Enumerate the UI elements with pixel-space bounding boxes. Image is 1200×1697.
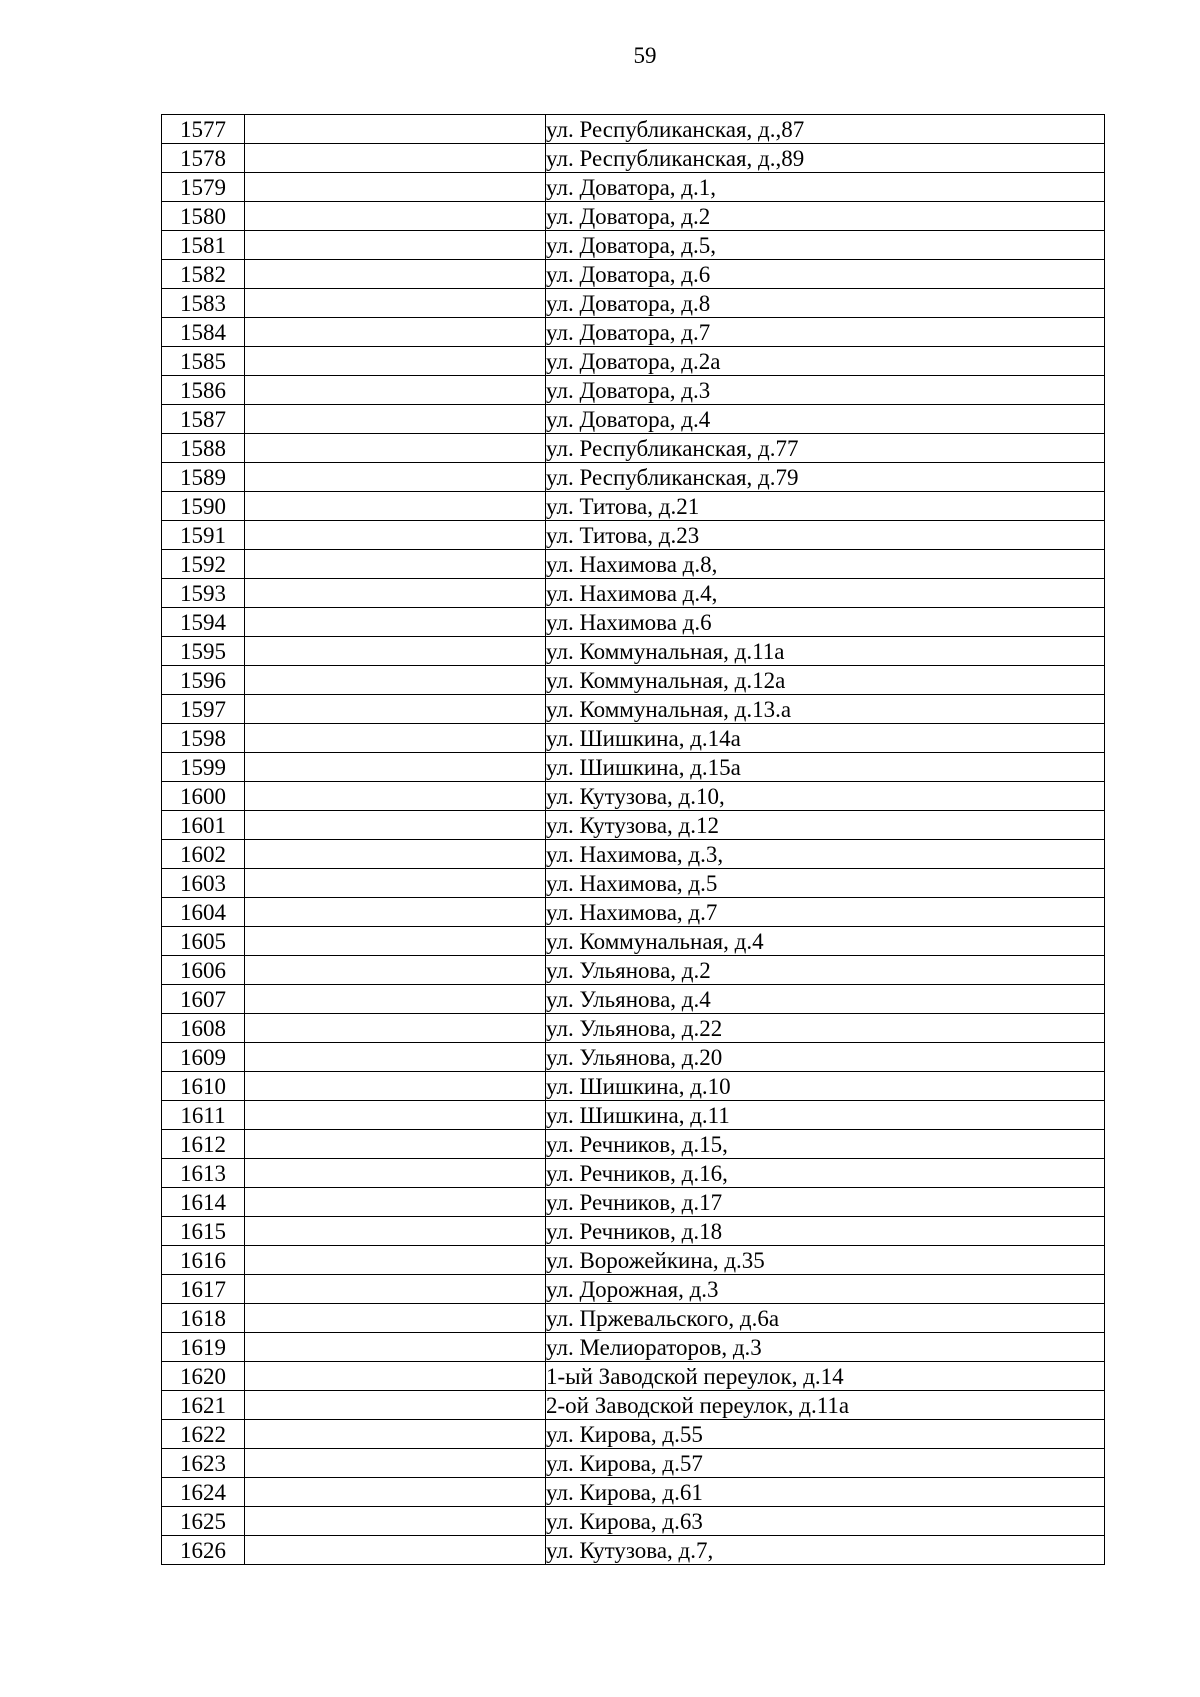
table-row: [162, 811, 1105, 840]
empty-cell: [245, 1391, 546, 1420]
address-cell: ул. Пржевальского, д.6а: [546, 1304, 1105, 1333]
row-number: 1621: [162, 1391, 245, 1420]
address-cell: ул. Шишкина, д.14а: [546, 724, 1105, 753]
table-row: [162, 1304, 1105, 1333]
empty-cell: [245, 608, 546, 637]
empty-cell: [245, 840, 546, 869]
empty-cell: [245, 1159, 546, 1188]
row-number: 1591: [162, 521, 245, 550]
address-cell: ул. Республиканская, д.77: [546, 434, 1105, 463]
table-row: [162, 637, 1105, 666]
table-row: [162, 260, 1105, 289]
table-row: [162, 1217, 1105, 1246]
empty-cell: [245, 1101, 546, 1130]
row-number: 1584: [162, 318, 245, 347]
row-number: 1586: [162, 376, 245, 405]
empty-cell: [245, 1304, 546, 1333]
address-cell: ул. Ульянова, д.22: [546, 1014, 1105, 1043]
table-row: [162, 1333, 1105, 1362]
table-row: [162, 289, 1105, 318]
table-row: [162, 1362, 1105, 1391]
empty-cell: [245, 463, 546, 492]
empty-cell: [245, 1072, 546, 1101]
empty-cell: [245, 1333, 546, 1362]
table-row: [162, 405, 1105, 434]
table-row: [162, 1478, 1105, 1507]
address-cell: ул. Кирова, д.63: [546, 1507, 1105, 1536]
address-cell: ул. Речников, д.18: [546, 1217, 1105, 1246]
address-cell: ул. Коммунальная, д.11а: [546, 637, 1105, 666]
table-row: [162, 1188, 1105, 1217]
empty-cell: [245, 811, 546, 840]
empty-cell: [245, 1188, 546, 1217]
empty-cell: [245, 115, 546, 144]
table-row: [162, 579, 1105, 608]
empty-cell: [245, 1362, 546, 1391]
empty-cell: [245, 1246, 546, 1275]
empty-cell: [245, 898, 546, 927]
row-number: 1588: [162, 434, 245, 463]
address-cell: ул. Речников, д.15,: [546, 1130, 1105, 1159]
address-cell: ул. Шишкина, д.10: [546, 1072, 1105, 1101]
address-cell: ул. Доватора, д.3: [546, 376, 1105, 405]
address-cell: ул. Кирова, д.55: [546, 1420, 1105, 1449]
row-number: 1608: [162, 1014, 245, 1043]
address-cell: ул. Кирова, д.57: [546, 1449, 1105, 1478]
table-row: [162, 724, 1105, 753]
table-row: [162, 1130, 1105, 1159]
table-row: [162, 782, 1105, 811]
row-number: 1615: [162, 1217, 245, 1246]
empty-cell: [245, 550, 546, 579]
table-row: [162, 1536, 1105, 1565]
empty-cell: [245, 376, 546, 405]
empty-cell: [245, 289, 546, 318]
row-number: 1585: [162, 347, 245, 376]
table-row: [162, 1449, 1105, 1478]
row-number: 1622: [162, 1420, 245, 1449]
row-number: 1578: [162, 144, 245, 173]
table-row: [162, 1246, 1105, 1275]
address-cell: ул. Мелиораторов, д.3: [546, 1333, 1105, 1362]
address-cell: ул. Коммунальная, д.4: [546, 927, 1105, 956]
table-row: [162, 1159, 1105, 1188]
empty-cell: [245, 260, 546, 289]
address-table-body: [162, 115, 1105, 1565]
row-number: 1617: [162, 1275, 245, 1304]
empty-cell: [245, 1014, 546, 1043]
table-row: [162, 869, 1105, 898]
empty-cell: [245, 1420, 546, 1449]
row-number: 1611: [162, 1101, 245, 1130]
empty-cell: [245, 521, 546, 550]
empty-cell: [245, 1275, 546, 1304]
empty-cell: [245, 1130, 546, 1159]
row-number: 1599: [162, 753, 245, 782]
table-row: [162, 173, 1105, 202]
empty-cell: [245, 1478, 546, 1507]
address-cell: ул. Коммунальная, д.12а: [546, 666, 1105, 695]
address-cell: ул. Нахимова, д.7: [546, 898, 1105, 927]
empty-cell: [245, 724, 546, 753]
row-number: 1582: [162, 260, 245, 289]
address-cell: ул. Кутузова, д.7,: [546, 1536, 1105, 1565]
row-number: 1581: [162, 231, 245, 260]
table-row: [162, 318, 1105, 347]
empty-cell: [245, 579, 546, 608]
row-number: 1587: [162, 405, 245, 434]
empty-cell: [245, 434, 546, 463]
row-number: 1592: [162, 550, 245, 579]
table-row: [162, 1072, 1105, 1101]
address-cell: ул. Нахимова д.6: [546, 608, 1105, 637]
empty-cell: [245, 144, 546, 173]
row-number: 1590: [162, 492, 245, 521]
row-number: 1603: [162, 869, 245, 898]
row-number: 1620: [162, 1362, 245, 1391]
row-number: 1619: [162, 1333, 245, 1362]
table-row: [162, 608, 1105, 637]
row-number: 1604: [162, 898, 245, 927]
empty-cell: [245, 492, 546, 521]
address-cell: ул. Доватора, д.1,: [546, 173, 1105, 202]
address-cell: ул. Титова, д.23: [546, 521, 1105, 550]
address-cell: ул. Доватора, д.8: [546, 289, 1105, 318]
table-row: [162, 1507, 1105, 1536]
row-number: 1618: [162, 1304, 245, 1333]
address-cell: ул. Доватора, д.2: [546, 202, 1105, 231]
empty-cell: [245, 1507, 546, 1536]
address-cell: ул. Доватора, д.2а: [546, 347, 1105, 376]
address-cell: ул. Доватора, д.6: [546, 260, 1105, 289]
address-cell: ул. Кирова, д.61: [546, 1478, 1105, 1507]
table-row: [162, 1391, 1105, 1420]
address-cell: ул. Республиканская, д.,87: [546, 115, 1105, 144]
table-row: [162, 492, 1105, 521]
address-cell: ул. Нахимова, д.5: [546, 869, 1105, 898]
row-number: 1625: [162, 1507, 245, 1536]
address-cell: ул. Доватора, д.7: [546, 318, 1105, 347]
table-row: [162, 521, 1105, 550]
table-row: [162, 927, 1105, 956]
row-number: 1593: [162, 579, 245, 608]
row-number: 1613: [162, 1159, 245, 1188]
table-row: [162, 144, 1105, 173]
address-cell: ул. Нахимова, д.3,: [546, 840, 1105, 869]
address-cell: ул. Коммунальная, д.13.а: [546, 695, 1105, 724]
row-number: 1610: [162, 1072, 245, 1101]
empty-cell: [245, 202, 546, 231]
table-row: [162, 1014, 1105, 1043]
page-number: 59: [633, 43, 657, 68]
row-number: 1614: [162, 1188, 245, 1217]
address-cell: ул. Дорожная, д.3: [546, 1275, 1105, 1304]
row-number: 1594: [162, 608, 245, 637]
empty-cell: [245, 318, 546, 347]
address-cell: ул. Ульянова, д.20: [546, 1043, 1105, 1072]
row-number: 1602: [162, 840, 245, 869]
table-row: [162, 1420, 1105, 1449]
address-cell: ул. Шишкина, д.11: [546, 1101, 1105, 1130]
address-cell: ул. Нахимова д.4,: [546, 579, 1105, 608]
row-number: 1577: [162, 115, 245, 144]
row-number: 1596: [162, 666, 245, 695]
address-cell: ул. Ворожейкина, д.35: [546, 1246, 1105, 1275]
table-row: [162, 463, 1105, 492]
table-row: [162, 347, 1105, 376]
table-row: [162, 666, 1105, 695]
row-number: 1605: [162, 927, 245, 956]
address-cell: ул. Кутузова, д.10,: [546, 782, 1105, 811]
table-row: [162, 434, 1105, 463]
table-row: [162, 695, 1105, 724]
table-row: [162, 1275, 1105, 1304]
address-cell: ул. Доватора, д.4: [546, 405, 1105, 434]
address-cell: ул. Доватора, д.5,: [546, 231, 1105, 260]
row-number: 1597: [162, 695, 245, 724]
row-number: 1624: [162, 1478, 245, 1507]
address-cell: ул. Титова, д.21: [546, 492, 1105, 521]
empty-cell: [245, 1449, 546, 1478]
table-row: [162, 231, 1105, 260]
empty-cell: [245, 637, 546, 666]
empty-cell: [245, 695, 546, 724]
empty-cell: [245, 1536, 546, 1565]
row-number: 1612: [162, 1130, 245, 1159]
empty-cell: [245, 869, 546, 898]
empty-cell: [245, 927, 546, 956]
row-number: 1589: [162, 463, 245, 492]
row-number: 1609: [162, 1043, 245, 1072]
row-number: 1623: [162, 1449, 245, 1478]
empty-cell: [245, 1217, 546, 1246]
empty-cell: [245, 347, 546, 376]
table-row: [162, 1101, 1105, 1130]
address-cell: ул. Республиканская, д.79: [546, 463, 1105, 492]
empty-cell: [245, 985, 546, 1014]
row-number: 1607: [162, 985, 245, 1014]
row-number: 1601: [162, 811, 245, 840]
row-number: 1583: [162, 289, 245, 318]
table-row: [162, 1043, 1105, 1072]
table-row: [162, 840, 1105, 869]
table-row: [162, 376, 1105, 405]
row-number: 1595: [162, 637, 245, 666]
empty-cell: [245, 1043, 546, 1072]
table-row: [162, 898, 1105, 927]
address-cell: ул. Нахимова д.8,: [546, 550, 1105, 579]
address-cell: ул. Речников, д.16,: [546, 1159, 1105, 1188]
row-number: 1616: [162, 1246, 245, 1275]
address-table: [161, 114, 1105, 1565]
empty-cell: [245, 405, 546, 434]
table-row: [162, 956, 1105, 985]
empty-cell: [245, 231, 546, 260]
empty-cell: [245, 782, 546, 811]
address-cell: ул. Ульянова, д.2: [546, 956, 1105, 985]
address-cell: ул. Кутузова, д.12: [546, 811, 1105, 840]
row-number: 1606: [162, 956, 245, 985]
empty-cell: [245, 666, 546, 695]
address-cell: ул. Речников, д.17: [546, 1188, 1105, 1217]
address-cell: 1-ый Заводской переулок, д.14: [546, 1362, 1105, 1391]
table-row: [162, 753, 1105, 782]
row-number: 1626: [162, 1536, 245, 1565]
row-number: 1580: [162, 202, 245, 231]
empty-cell: [245, 173, 546, 202]
row-number: 1598: [162, 724, 245, 753]
row-number: 1579: [162, 173, 245, 202]
table-row: [162, 985, 1105, 1014]
address-cell: 2-ой Заводской переулок, д.11а: [546, 1391, 1105, 1420]
table-row: [162, 550, 1105, 579]
empty-cell: [245, 753, 546, 782]
table-row: [162, 115, 1105, 144]
address-cell: ул. Ульянова, д.4: [546, 985, 1105, 1014]
address-cell: ул. Шишкина, д.15а: [546, 753, 1105, 782]
table-row: [162, 202, 1105, 231]
address-cell: ул. Республиканская, д.,89: [546, 144, 1105, 173]
row-number: 1600: [162, 782, 245, 811]
empty-cell: [245, 956, 546, 985]
